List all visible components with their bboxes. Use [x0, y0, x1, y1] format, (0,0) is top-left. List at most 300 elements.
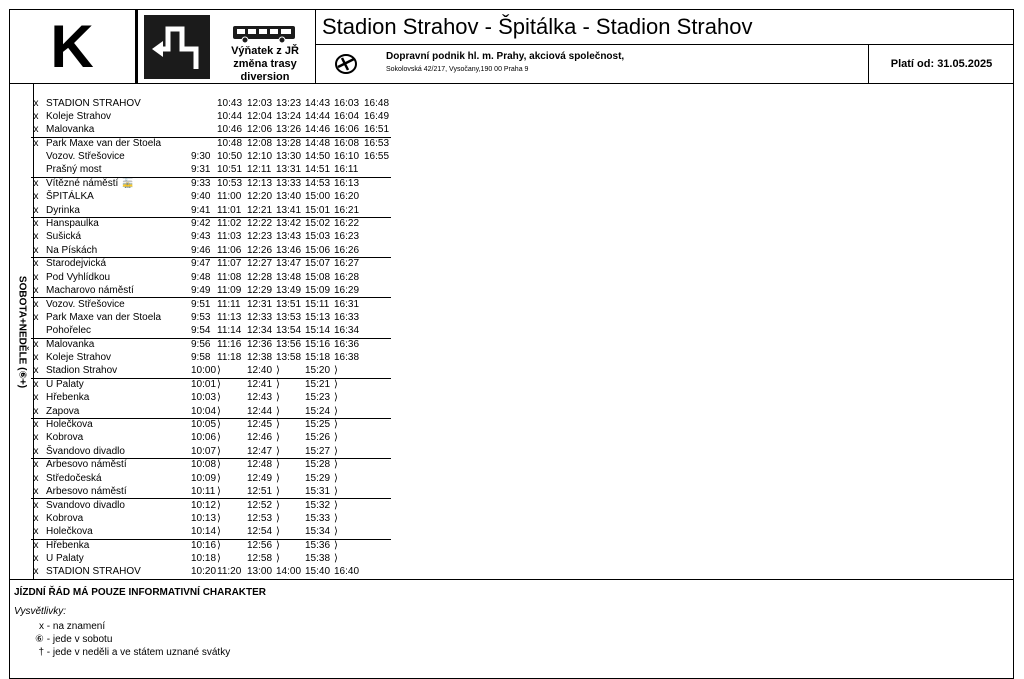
departure-time: 15:25	[305, 419, 331, 431]
departure-time: 12:47	[247, 445, 273, 457]
excerpt-line: změna trasy	[233, 58, 297, 70]
departure-time: 16:29	[334, 285, 360, 297]
stop-name-text: Macharovo náměstí	[46, 285, 134, 297]
legend-symbol: x	[39, 621, 44, 632]
departure-time: ⟩	[217, 405, 221, 417]
excerpt-note	[215, 45, 315, 84]
stop-row	[31, 230, 391, 243]
departure-time: 11:08	[217, 271, 242, 283]
stop-name	[46, 177, 133, 190]
request-stop-flag: x	[33, 338, 39, 350]
request-stop-flag: x	[33, 258, 39, 270]
stop-name	[46, 472, 102, 485]
departure-time: 13:42	[276, 218, 302, 230]
legend	[30, 620, 230, 659]
stop-name-text: U Palaty	[46, 378, 84, 390]
departure-time: 13:40	[276, 191, 302, 203]
stop-row	[31, 177, 391, 190]
departure-time: 10:16	[191, 539, 217, 551]
stop-row	[31, 204, 391, 217]
request-stop-flag: x	[33, 512, 39, 524]
departure-time: 15:02	[305, 218, 331, 230]
stop-name-text: Na Pískách	[46, 244, 98, 256]
stop-name-text: Starodejvická	[46, 258, 107, 270]
stop-row	[31, 110, 391, 123]
departure-time: ⟩	[334, 392, 338, 404]
stop-name	[46, 324, 91, 337]
departure-time: 15:24	[305, 405, 331, 417]
stop-name	[46, 405, 79, 418]
departure-time: 13:53	[276, 311, 302, 323]
stop-name-text: U Palaty	[46, 553, 84, 565]
stop-row	[31, 298, 391, 311]
stop-name	[46, 190, 94, 203]
departure-time: 9:30	[191, 151, 211, 163]
departure-time: 12:36	[247, 338, 273, 350]
departure-time: 9:43	[191, 231, 211, 243]
departure-time: ⟩	[276, 526, 280, 538]
stop-row	[31, 445, 391, 458]
line-number-box	[10, 10, 138, 83]
departure-time: ⟩	[334, 472, 338, 484]
request-stop-flag: x	[33, 124, 39, 136]
departure-time: 15:18	[305, 352, 331, 364]
request-stop-flag: x	[33, 432, 39, 444]
departure-time: 10:43	[217, 97, 243, 109]
departure-time: 10:53	[217, 177, 243, 189]
departure-time: 15:27	[305, 445, 331, 457]
departure-time: 10:51	[217, 164, 243, 176]
stop-name-text: STADION STRAHOV	[46, 97, 141, 109]
departure-time: 12:03	[247, 97, 273, 109]
stop-name-text: Holečkova	[46, 419, 93, 431]
legend-text: - jede v sobotu	[44, 634, 113, 645]
stop-group	[31, 378, 391, 419]
departure-time: ⟩	[334, 553, 338, 565]
departure-time: 15:33	[305, 512, 331, 524]
legend-text: - jede v neděli a ve státem uznané svátky	[44, 647, 231, 658]
departure-time: 11:16	[217, 338, 242, 350]
departure-time: 11:14	[217, 325, 242, 337]
departure-time: 15:26	[305, 432, 331, 444]
departure-time: 13:58	[276, 352, 302, 364]
departure-time: 11:18	[217, 352, 242, 364]
stop-name-text: Koleje Strahov	[46, 110, 112, 122]
departure-time: 12:11	[247, 164, 272, 176]
legend-symbol: ⑥	[35, 634, 44, 645]
departure-time: 15:20	[305, 365, 331, 377]
departure-time: 16:33	[334, 311, 360, 323]
legend-symbol: †	[38, 647, 44, 658]
stop-name-text: Dyrinka	[46, 204, 80, 216]
departure-time: 15:07	[305, 258, 331, 270]
stop-group	[31, 418, 391, 459]
departure-time: 12:21	[247, 204, 273, 216]
departure-time: 10:00	[191, 365, 217, 377]
informative-notice: JÍZDNÍ ŘÁD MÁ POUZE INFORMATIVNÍ CHARAKTER	[14, 587, 267, 598]
departure-time: 9:49	[191, 285, 211, 297]
departure-time: 12:33	[247, 311, 273, 323]
departure-time: ⟩	[217, 499, 221, 511]
departure-time: 13:24	[276, 110, 302, 122]
departure-time: 16:04	[334, 110, 360, 122]
departure-time: 10:48	[217, 137, 243, 149]
departure-time: ⟩	[217, 486, 221, 498]
stop-group	[31, 97, 391, 138]
departure-time: 15:11	[305, 298, 330, 310]
departure-time: ⟩	[276, 365, 280, 377]
departure-time: 16:10	[334, 151, 360, 163]
departure-time: 10:50	[217, 151, 243, 163]
departure-time: 12:40	[247, 365, 273, 377]
departure-time: 10:07	[191, 445, 217, 457]
departure-time: 16:48	[364, 97, 390, 109]
tram-transfer-icon: 🚋	[122, 177, 134, 188]
stop-name	[46, 311, 161, 324]
stop-name-text: Park Maxe van der Stoela	[46, 311, 162, 323]
legend-item	[30, 620, 230, 633]
departure-time: 16:51	[364, 124, 390, 136]
valid-from: Platí od: 31.05.2025	[868, 45, 1014, 83]
departure-time: 12:56	[247, 539, 273, 551]
departure-time: 15:01	[305, 204, 331, 216]
request-stop-flag: x	[33, 137, 39, 149]
departure-time: 9:54	[191, 325, 211, 337]
stop-row	[31, 324, 391, 337]
departure-time: 15:31	[305, 486, 331, 498]
stop-group	[31, 217, 391, 258]
departure-time: 12:44	[247, 405, 273, 417]
departure-time: 11:03	[217, 231, 242, 243]
departure-time: 13:00	[247, 566, 273, 578]
stop-row	[31, 391, 391, 404]
departure-time: ⟩	[276, 459, 280, 471]
stop-name	[46, 445, 125, 458]
departure-time: 12:58	[247, 553, 273, 565]
stop-name	[46, 378, 84, 391]
stop-name-text: Zapova	[46, 405, 80, 417]
departure-time: 15:00	[305, 191, 331, 203]
departure-time: 9:46	[191, 244, 211, 256]
departure-time: ⟩	[276, 539, 280, 551]
stop-name-text: Sušická	[46, 231, 82, 243]
request-stop-flag: x	[33, 204, 39, 216]
stop-group	[31, 137, 391, 178]
departure-time: 9:47	[191, 258, 211, 270]
departure-time: ⟩	[217, 472, 221, 484]
stop-name-text: Park Maxe van der Stoela	[46, 137, 162, 149]
stop-group	[31, 539, 391, 580]
departure-time: 14:51	[305, 164, 331, 176]
departure-time: 11:11	[217, 298, 241, 310]
stop-row	[31, 499, 391, 512]
stop-name-text: Vítězné náměstí	[46, 177, 119, 189]
departure-time: 12:22	[247, 218, 273, 230]
departure-time: 9:41	[191, 204, 211, 216]
request-stop-flag: x	[33, 472, 39, 484]
departure-time: 12:27	[247, 258, 273, 270]
stop-name	[46, 485, 127, 498]
stop-row	[31, 364, 391, 377]
departure-time: 10:09	[191, 472, 217, 484]
departure-time: 15:36	[305, 539, 331, 551]
departure-time: 15:08	[305, 271, 331, 283]
stop-name	[46, 150, 125, 163]
departure-time: 13:48	[276, 271, 302, 283]
departure-time: ⟩	[276, 486, 280, 498]
stop-name-text: Stadion Strahov	[46, 365, 118, 377]
departure-time: 14:44	[305, 110, 331, 122]
stop-name	[46, 244, 97, 257]
request-stop-flag: x	[33, 365, 39, 377]
departure-time: ⟩	[217, 553, 221, 565]
departure-time: 16:06	[334, 124, 360, 136]
departure-time: 9:33	[191, 177, 211, 189]
departure-time: 12:54	[247, 526, 273, 538]
stop-group	[31, 177, 391, 218]
departure-time: 12:38	[247, 352, 273, 364]
stop-row	[31, 338, 391, 351]
request-stop-flag: x	[33, 392, 39, 404]
departure-time: 15:32	[305, 499, 331, 511]
stop-name	[46, 565, 141, 578]
departure-time: 16:49	[364, 110, 390, 122]
stop-name	[46, 284, 134, 297]
departure-time: ⟩	[217, 526, 221, 538]
request-stop-flag: x	[33, 445, 39, 457]
line-number: K	[50, 13, 94, 80]
stop-name-text: Malovanka	[46, 338, 95, 350]
departure-time: 16:53	[364, 137, 390, 149]
stop-row	[31, 123, 391, 136]
departure-time: 16:21	[334, 204, 360, 216]
stop-group	[31, 499, 391, 540]
departure-time: ⟩	[217, 432, 221, 444]
departure-time: 10:03	[191, 392, 217, 404]
departure-time: 13:41	[276, 204, 302, 216]
departure-time: 16:20	[334, 191, 360, 203]
departure-time: 14:50	[305, 151, 331, 163]
request-stop-flag: x	[33, 553, 39, 565]
stop-name-text: Arbesovo náměstí	[46, 486, 127, 498]
departure-time: 12:13	[247, 177, 273, 189]
stop-row	[31, 552, 391, 565]
stop-group	[31, 338, 391, 379]
departure-time: ⟩	[217, 539, 221, 551]
departure-time: ⟩	[276, 499, 280, 511]
departure-time: ⟩	[276, 392, 280, 404]
departure-time: 14:53	[305, 177, 331, 189]
stop-name-text: Kobrova	[46, 432, 84, 444]
departure-time: 12:31	[247, 298, 273, 310]
departure-time: 12:53	[247, 512, 273, 524]
stop-row	[31, 150, 391, 163]
departure-time: 12:04	[247, 110, 273, 122]
departure-time: 16:55	[364, 151, 390, 163]
stop-name-text: STADION STRAHOV	[46, 566, 141, 578]
request-stop-flag: x	[33, 218, 39, 230]
legend-item	[30, 633, 230, 646]
departure-time: 15:16	[305, 338, 331, 350]
stop-name-text: Kobrova	[46, 512, 84, 524]
request-stop-flag: x	[33, 459, 39, 471]
legend-item	[30, 646, 230, 659]
stop-group	[31, 298, 391, 339]
request-stop-flag: x	[33, 298, 39, 310]
departure-time: 15:03	[305, 231, 331, 243]
departure-time: 9:48	[191, 271, 211, 283]
departure-time: 16:23	[334, 231, 360, 243]
stop-name	[46, 257, 106, 270]
stop-name	[46, 418, 93, 431]
stop-name	[46, 364, 117, 377]
departure-time: 13:47	[276, 258, 302, 270]
stop-name	[46, 204, 80, 217]
stop-row	[31, 163, 391, 176]
departure-time: 13:43	[276, 231, 302, 243]
departure-time: 12:08	[247, 137, 273, 149]
departure-time: 16:26	[334, 244, 360, 256]
excerpt-line: Výňatek z JŘ	[231, 45, 299, 57]
stop-row	[31, 512, 391, 525]
departure-time: 12:45	[247, 419, 273, 431]
request-stop-flag: x	[33, 419, 39, 431]
departure-time: 13:54	[276, 325, 302, 337]
departure-time: ⟩	[276, 472, 280, 484]
departure-time: ⟩	[334, 365, 338, 377]
stop-name-text: Vozov. Střešovice	[46, 151, 125, 163]
departure-time: 13:49	[276, 285, 302, 297]
stop-name	[46, 217, 99, 230]
departure-time: ⟩	[276, 445, 280, 457]
departure-time: 10:20	[191, 566, 217, 578]
dpp-logo-icon	[334, 53, 358, 75]
stop-row	[31, 405, 391, 418]
departure-time: 9:56	[191, 338, 211, 350]
departure-time: 10:05	[191, 419, 217, 431]
departure-time: ⟩	[276, 553, 280, 565]
stop-name	[46, 137, 161, 150]
departure-time: 16:08	[334, 137, 360, 149]
request-stop-flag: x	[33, 405, 39, 417]
stop-row	[31, 431, 391, 444]
departure-time: 12:46	[247, 432, 273, 444]
request-stop-flag: x	[33, 110, 39, 122]
departure-time: 10:14	[191, 526, 217, 538]
departure-time: 12:26	[247, 244, 273, 256]
departure-time: 13:23	[276, 97, 302, 109]
departure-time: 15:13	[305, 311, 331, 323]
departure-time: 16:27	[334, 258, 360, 270]
request-stop-flag: x	[33, 378, 39, 390]
request-stop-flag: x	[33, 271, 39, 283]
departure-time: ⟩	[334, 378, 338, 390]
departure-time: 14:48	[305, 137, 331, 149]
departure-time: ⟩	[334, 512, 338, 524]
departure-time: ⟩	[217, 445, 221, 457]
departure-time: 12:49	[247, 472, 273, 484]
departure-time: ⟩	[334, 526, 338, 538]
departure-time: 15:06	[305, 244, 331, 256]
stop-row	[31, 565, 391, 578]
stop-name	[46, 163, 102, 176]
departure-time: 12:52	[247, 499, 273, 511]
departure-time: 9:42	[191, 218, 211, 230]
departure-time: 13:33	[276, 177, 302, 189]
departure-time: ⟩	[334, 539, 338, 551]
departure-time: 14:43	[305, 97, 331, 109]
route-title: Stadion Strahov - Špitálka - Stadion Strahov	[315, 10, 1013, 45]
departure-time: 11:02	[217, 218, 242, 230]
stop-name	[46, 525, 93, 538]
stop-name	[46, 298, 125, 311]
stop-name-text: Holečkova	[46, 526, 93, 538]
departure-time: 11:07	[217, 258, 242, 270]
departure-time: 10:01	[191, 378, 217, 390]
departure-time: 9:40	[191, 191, 211, 203]
departure-time: ⟩	[334, 405, 338, 417]
departure-time: 15:14	[305, 325, 331, 337]
stop-name-text: Švandovo divadlo	[46, 445, 125, 457]
departure-time: 13:28	[276, 137, 302, 149]
stop-name-text: Hanspaulka	[46, 218, 99, 230]
departure-time: 11:06	[217, 244, 242, 256]
departure-time: 13:30	[276, 151, 302, 163]
stop-name-text: Arbesovo náměstí	[46, 459, 127, 471]
departure-time: 9:31	[191, 164, 211, 176]
stop-row	[31, 378, 391, 391]
departure-time: 16:40	[334, 566, 360, 578]
stop-row	[31, 472, 391, 485]
stop-row	[31, 539, 391, 552]
stop-row	[31, 97, 391, 110]
request-stop-flag: x	[33, 191, 39, 203]
stop-name	[46, 458, 127, 471]
departure-time: 10:18	[191, 553, 217, 565]
departure-time: ⟩	[217, 459, 221, 471]
request-stop-flag: x	[33, 539, 39, 551]
departure-time: ⟩	[276, 432, 280, 444]
departure-time: 11:20	[217, 566, 242, 578]
stop-name-text: Koleje Strahov	[46, 352, 112, 364]
departure-time: 10:46	[217, 124, 243, 136]
request-stop-flag: x	[33, 285, 39, 297]
stop-row	[31, 458, 391, 471]
departure-time: 9:51	[191, 298, 211, 310]
stop-name	[46, 512, 83, 525]
bus-icon	[232, 24, 296, 44]
stop-row	[31, 525, 391, 538]
departure-time: 10:12	[191, 499, 217, 511]
stop-name	[46, 271, 110, 284]
departure-time: 16:36	[334, 338, 360, 350]
stop-name	[46, 391, 89, 404]
stop-row	[31, 351, 391, 364]
departure-time: ⟩	[334, 486, 338, 498]
departure-time: 12:43	[247, 392, 273, 404]
stop-name-text: Středočeská	[46, 472, 102, 484]
operator-row	[315, 45, 1013, 83]
stop-name	[46, 110, 111, 123]
legend-text: - na znamení	[44, 621, 106, 632]
departure-time: ⟩	[217, 419, 221, 431]
departure-time: 15:29	[305, 472, 331, 484]
stop-row	[31, 311, 391, 324]
departure-time: 15:38	[305, 553, 331, 565]
stop-name	[46, 338, 94, 351]
stop-row	[31, 244, 391, 257]
departure-time: 9:53	[191, 311, 211, 323]
